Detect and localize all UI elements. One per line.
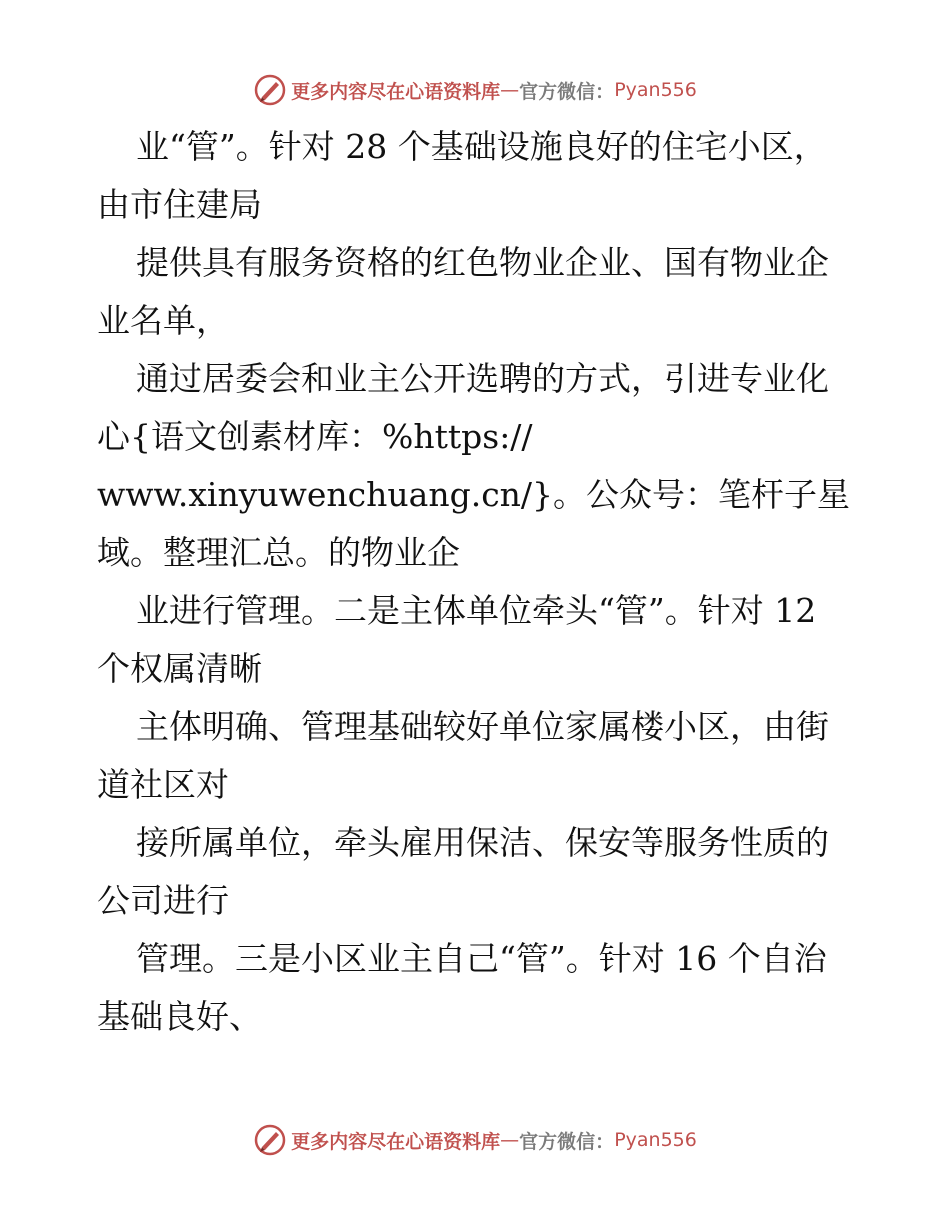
banner-wechat-id: Pyan556: [614, 79, 697, 101]
banner-wechat-id: Pyan556: [614, 1129, 697, 1151]
paragraph-line: www.xinyuwenchuang.cn/}。公众号：笔杆子星: [97, 475, 851, 514]
banner-dash: —: [500, 1129, 520, 1151]
pen-logo-icon: [253, 73, 287, 107]
paragraph-line: 通过居委会和业主公开选聘的方式，引进专业化心{语文创素材库：%https://: [97, 359, 829, 456]
paragraph-line: 接所属单位，牵头雇用保洁、保安等服务性质的公司进行: [97, 823, 829, 920]
banner-dash: —: [500, 79, 520, 101]
paragraph-line: 提供具有服务资格的红色物业企业、国有物业企业名单，: [97, 243, 829, 340]
pen-logo-icon: [253, 1123, 287, 1157]
banner-wechat-label: 官方微信：: [519, 1130, 615, 1153]
banner-brand-text: 更多内容尽在心语资料库: [291, 80, 501, 103]
paragraph-line: 域。整理汇总。的物业企: [97, 533, 460, 572]
header-banner: [0, 70, 950, 110]
paragraph-line: 业“管”。针对 28 个基础设施良好的住宅小区，由市住建局: [97, 127, 827, 224]
paragraph-line: 管理。三是小区业主自己“管”。针对 16 个自治基础良好、: [97, 939, 827, 1036]
banner-brand-text: 更多内容尽在心语资料库: [291, 1130, 501, 1153]
document-body: [97, 118, 857, 1046]
paragraph-line: 主体明确、管理基础较好单位家属楼小区，由街道社区对: [97, 707, 829, 804]
banner-wechat-label: 官方微信：: [519, 80, 615, 103]
footer-banner: [0, 1120, 950, 1160]
paragraph-line: 业进行管理。二是主体单位牵头“管”。针对 12 个权属清晰: [97, 591, 817, 688]
